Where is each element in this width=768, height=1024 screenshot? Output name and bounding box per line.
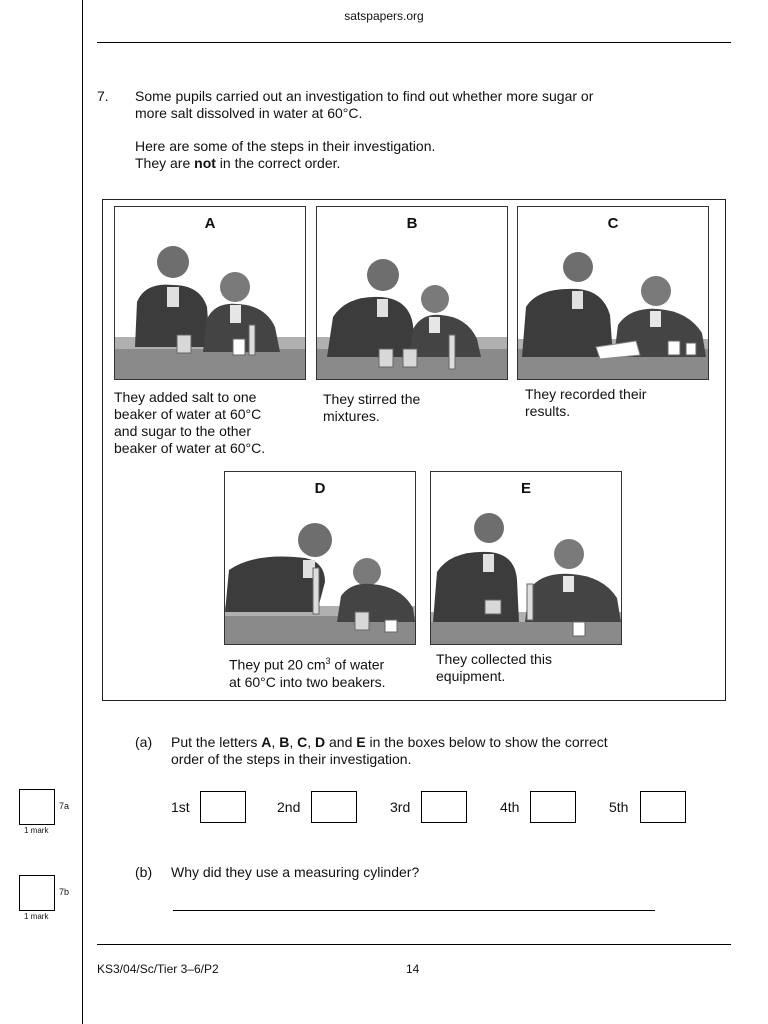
caption-e-line-1: They collected this [436, 651, 552, 667]
sep-and: and [325, 734, 357, 750]
caption-c-line-1: They recorded their [525, 386, 647, 402]
photo-panel-a [114, 206, 306, 380]
sep-2: , [289, 734, 298, 750]
question-intro [135, 88, 593, 122]
photo-a-illustration [115, 207, 306, 380]
steps-text-b: in the correct order. [215, 155, 341, 171]
steps-text-bold: not [194, 155, 216, 171]
photo-panel-e [430, 471, 622, 645]
caption-d-line-2: at 60°C into two beakers. [229, 673, 386, 690]
part-a-line-2: order of the steps in their investigation. [171, 751, 412, 767]
sep-1: , [271, 734, 280, 750]
photo-e-illustration [431, 472, 622, 645]
caption-a-line-2: beaker of water at 60°C [114, 406, 262, 422]
caption-d [229, 653, 386, 691]
panel-letter-c: C [607, 215, 619, 232]
page-number: 14 [406, 962, 420, 976]
panel-letter-d: D [314, 480, 326, 497]
caption-c-line-2: results. [525, 403, 571, 419]
caption-b-line-1: They stirred the [323, 391, 421, 407]
ordinal-2nd: 2nd [277, 799, 301, 815]
mark-box-7b [19, 875, 55, 911]
part-b-label: (b) [135, 864, 153, 880]
part-b-question: Why did they use a measuring cylinder? [171, 864, 420, 880]
caption-e-line-2: equipment. [436, 668, 506, 684]
answer-box-4th[interactable] [530, 791, 576, 823]
mark-id-7b: 7b [59, 887, 70, 897]
caption-b-line-2: mixtures. [323, 408, 380, 424]
answer-box-5th[interactable] [640, 791, 686, 823]
caption-b [323, 391, 420, 425]
caption-a-line-1: They added salt to one [114, 389, 257, 405]
letter-e-bold: E [356, 734, 366, 750]
caption-d-text-post: of water [330, 656, 385, 673]
steps-text-a: They are [135, 155, 195, 171]
left-margin-line [82, 0, 83, 1024]
photo-b-illustration [317, 207, 508, 380]
letter-d-bold: D [315, 734, 326, 750]
letter-c-bold: C [297, 734, 308, 750]
part-a-line-1 [171, 734, 608, 751]
intro-line-2: more salt dissolved in water at 60°C. [135, 105, 363, 121]
caption-a [114, 389, 265, 457]
ordinal-3rd: 3rd [390, 799, 411, 815]
mark-label-7a: 1 mark [24, 826, 49, 835]
header-rule [97, 42, 731, 43]
question-number: 7. [97, 88, 109, 104]
caption-c [525, 386, 646, 420]
letter-b-bold: B [279, 734, 290, 750]
answer-box-2nd[interactable] [311, 791, 357, 823]
mark-id-7a: 7a [59, 801, 70, 811]
mark-label-7b: 1 mark [24, 912, 49, 921]
steps-line-2 [135, 155, 435, 172]
footer-rule [97, 944, 731, 945]
footer-code: KS3/04/Sc/Tier 3–6/P2 [97, 962, 219, 976]
caption-d-line-1 [229, 653, 386, 674]
photo-panel-d [224, 471, 416, 645]
caption-d-text-pre: They put 20 cm [229, 656, 326, 673]
panel-letter-e: E [520, 480, 531, 497]
steps-line-1: Here are some of the steps in their investigation. [135, 138, 436, 154]
caption-d-unit-sup: 3 [325, 656, 331, 666]
question-steps-text [135, 138, 435, 172]
photo-d-illustration [225, 472, 416, 645]
part-b-answer-line[interactable] [173, 910, 655, 911]
answer-box-3rd[interactable] [421, 791, 467, 823]
site-name: satspapers.org [344, 9, 424, 23]
mark-box-7a [19, 789, 55, 825]
panel-letter-b: B [406, 215, 418, 232]
photo-panel-b [316, 206, 508, 380]
caption-a-line-3: and sugar to the other [114, 423, 251, 439]
photo-panel-c [517, 206, 709, 380]
answer-box-1st[interactable] [200, 791, 246, 823]
letter-a-bold: A [261, 734, 272, 750]
ordinal-4th: 4th [500, 799, 520, 815]
ordinal-1st: 1st [171, 799, 190, 815]
part-a-text [171, 734, 608, 768]
photo-c-illustration [518, 207, 709, 380]
sep-3: , [307, 734, 315, 750]
caption-e [436, 651, 552, 685]
intro-line-1: Some pupils carried out an investigation to find out whether more sugar or [135, 88, 594, 104]
part-a-t1: Put the letters [171, 734, 262, 750]
caption-a-line-4: beaker of water at 60°C. [114, 440, 266, 456]
panel-letter-a: A [204, 215, 216, 232]
part-a-t2: in the boxes below to show the correct [365, 734, 608, 750]
part-a-label: (a) [135, 734, 153, 750]
ordinal-5th: 5th [609, 799, 629, 815]
